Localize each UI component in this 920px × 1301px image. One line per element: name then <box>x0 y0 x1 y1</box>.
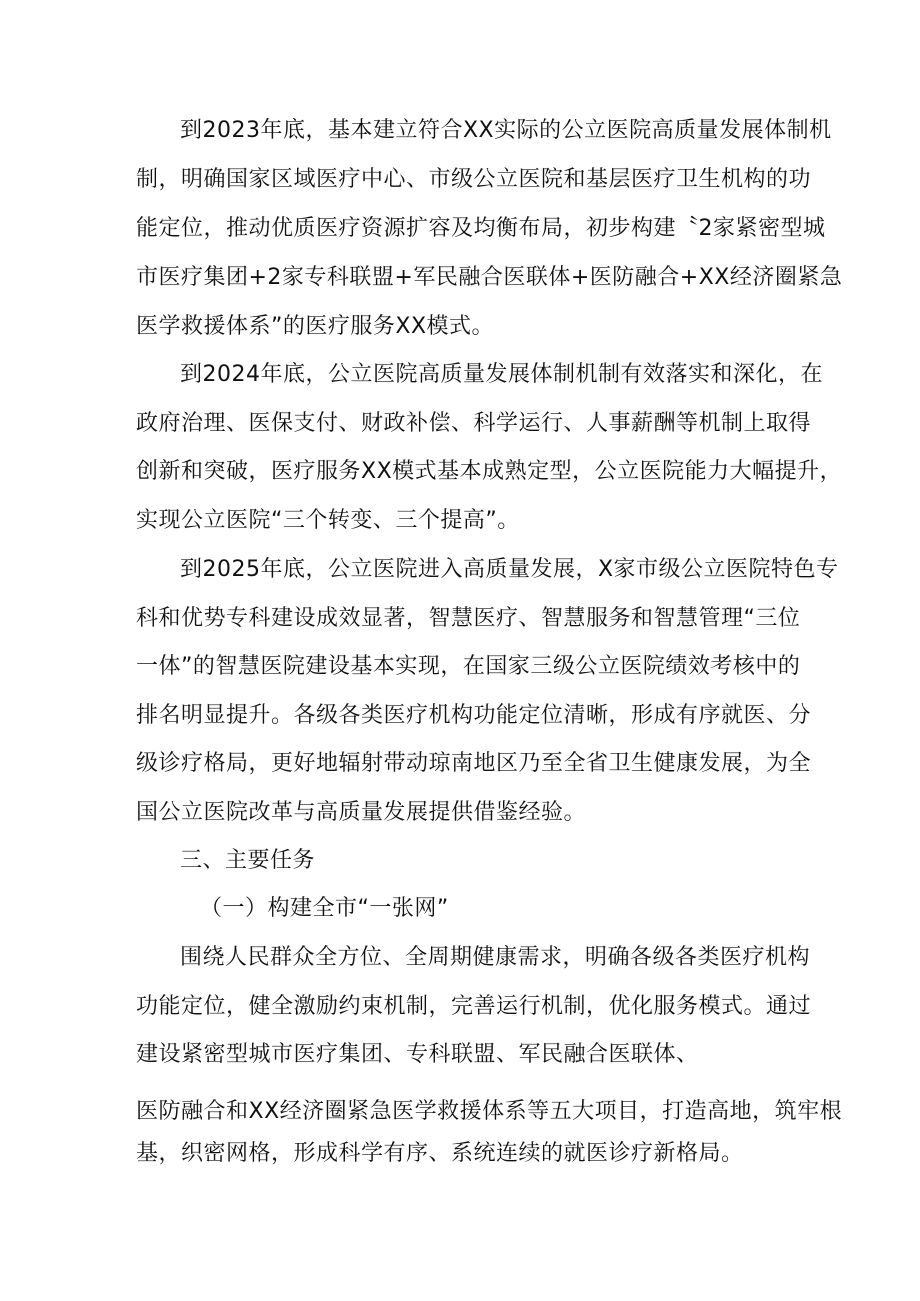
paragraph-2023-line-3: 能定位，推动优质医疗资源扩容及均衡布局，初步构建〝2家紧密型城 <box>136 216 826 241</box>
task-paragraph-cont-line-2: 基，织密网格，形成科学有序、系统连续的就医诊疗新格局。 <box>136 1141 744 1166</box>
task-paragraph-cont-line-1: 医防融合和XX经济圈紧急医学救援体系等五大项目，打造高地，筑牢根 <box>136 1099 843 1124</box>
sub-heading: （一）构建全市“一张网” <box>200 896 449 921</box>
paragraph-2023-line-5: 医学救援体系”的医疗服务XX模式。 <box>136 314 495 339</box>
paragraph-2025-line-4: 排名明显提升。各级各类医疗机构功能定位清晰，形成有序就医、分 <box>136 703 812 728</box>
paragraph-2024-line-1: 到2024年底，公立医院高质量发展体制机制有效落实和深化，在 <box>180 362 823 387</box>
paragraph-2025-line-6: 国公立医院改革与高质量发展提供借鉴经验。 <box>136 800 587 825</box>
paragraph-2023-line-4: 市医疗集团+2家专科联盟+军民融合医联体+医防融合+XX经济圈紧急 <box>136 265 843 290</box>
paragraph-2024-line-2: 政府治理、医保支付、财政补偿、科学运行、人事薪酬等机制上取得 <box>136 411 812 436</box>
paragraph-2024-line-4: 实现公立医院“三个转变、三个提高”。 <box>136 508 520 533</box>
paragraph-2024-line-3: 创新和突破，医疗服务XX模式基本成熟定型，公立医院能力大幅提升， <box>136 459 843 484</box>
paragraph-2023-line-1: 到2023年底，基本建立符合XX实际的公立医院高质量发展体制机 <box>180 118 832 143</box>
paragraph-2025-line-5: 级诊疗格局，更好地辐射带动琼南地区乃至全省卫生健康发展，为全 <box>136 751 812 776</box>
paragraph-2025-line-3: 一体”的智慧医院建设基本实现，在国家三级公立医院绩效考核中的 <box>136 654 801 679</box>
task-paragraph-line-1: 围绕人民群众全方位、全周期健康需求，明确各级各类医疗机构 <box>180 945 811 970</box>
section-heading: 三、主要任务 <box>180 848 316 873</box>
paragraph-2025-line-2: 科和优势专科建设成效显著，智慧医疗、智慧服务和智慧管理“三位 <box>136 606 801 631</box>
paragraph-2025-line-1: 到2025年底，公立医院进入高质量发展，X家市级公立医院特色专 <box>180 557 839 582</box>
paragraph-2023-line-2: 制，明确国家区域医疗中心、市级公立医院和基层医疗卫生机构的功 <box>136 167 812 192</box>
task-paragraph-line-2: 功能定位，健全激励约束机制，完善运行机制，优化服务模式。通过 <box>136 994 812 1019</box>
task-paragraph-line-3: 建设紧密型城市医疗集团、专科联盟、军民融合医联体、 <box>136 1042 699 1067</box>
